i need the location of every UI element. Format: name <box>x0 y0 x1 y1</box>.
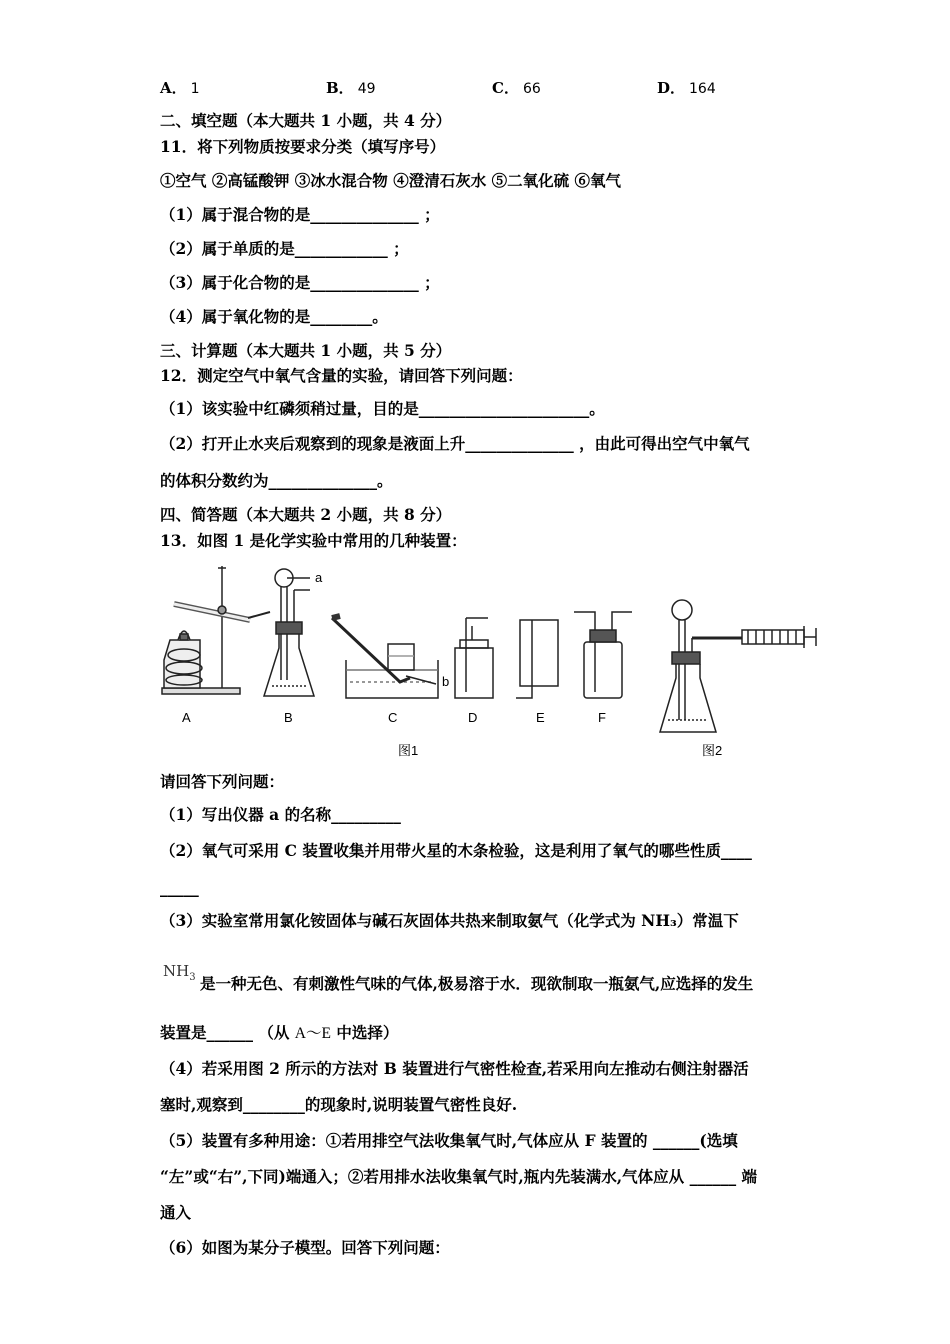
label-apparatus-d: D <box>468 710 478 725</box>
label-a-small: a <box>315 570 323 585</box>
q13-part-1: （1）写出仪器 a 的名称_________ <box>160 805 401 824</box>
option-d-value: 164 <box>689 81 716 97</box>
apparatus-figure <box>160 560 840 760</box>
section-2-title: 二、填空题（本大题共 1 小题，共 4 分） <box>160 111 452 130</box>
q13-part-3-range: A～E <box>294 1025 331 1042</box>
label-figure-2: 图2 <box>702 743 723 758</box>
option-d: D． 164 <box>657 79 716 97</box>
q13-part-3-line-3-post: 中选择） <box>330 1023 399 1042</box>
q13-ask: 请回答下列问题： <box>160 772 285 791</box>
option-b-value: 49 <box>357 81 376 97</box>
q11-items: ①空气 ②高锰酸钾 ③冰水混合物 ④澄清石灰水 ⑤二氧化硫 ⑥氧气 <box>160 171 621 190</box>
section-4-title: 四、简答题（本大题共 2 小题，共 8 分） <box>160 505 452 524</box>
label-figure-1: 图1 <box>398 743 419 758</box>
figure-2-apparatus <box>660 600 816 732</box>
q13-part-2-line-1: （2）氧气可采用 C 装置收集并用带火星的木条检验，这是利用了氧气的哪些性质____ <box>160 841 752 860</box>
nh3-text: NH <box>163 962 190 980</box>
nh3-formula <box>163 961 196 988</box>
q11-part-2: （2）属于单质的是____________ ； <box>160 239 409 258</box>
q12-part-1: （1）该实验中红磷须稍过量，目的是______________________。 <box>160 399 605 418</box>
apparatus-b <box>264 569 314 696</box>
option-a-value: 1 <box>190 81 200 97</box>
apparatus-drawing <box>160 560 840 760</box>
apparatus-e <box>516 620 558 698</box>
q13-part-5-line-3: 通入 <box>160 1203 192 1222</box>
option-b: B． 49 <box>326 79 376 97</box>
q11-part-4: （4）属于氧化物的是________。 <box>160 307 388 326</box>
apparatus-a <box>162 566 270 694</box>
option-c: C． 66 <box>492 79 541 97</box>
section-3-title: 三、计算题（本大题共 1 小题，共 5 分） <box>160 341 452 360</box>
option-a: A． 1 <box>160 79 200 97</box>
q13-part-2-line-2: _____ <box>160 878 199 897</box>
q11-stem: 11．将下列物质按要求分类（填写序号） <box>160 137 446 156</box>
q13-part-3-line-3 <box>160 1023 398 1044</box>
q13-part-5-line-2: “左”或“右”,下同)端通入；②若用排水法收集氧气时,瓶内先装满水,气体应从 ______ 端 <box>160 1167 757 1186</box>
q13-part-6: （6）如图为某分子模型。回答下列问题： <box>160 1238 450 1257</box>
q13-stem: 13．如图 1 是化学实验中常用的几种装置： <box>160 531 467 550</box>
q11-part-3: （3）属于化合物的是______________ ； <box>160 273 440 292</box>
label-apparatus-f: F <box>598 710 606 725</box>
label-apparatus-b: B <box>284 710 293 725</box>
q13-part-4-line-2: 塞时,观察到________的现象时,说明装置气密性良好. <box>160 1095 518 1114</box>
q13-part-3-line-3-pre: 装置是______ （从 <box>160 1023 295 1042</box>
label-apparatus-e: E <box>536 710 545 725</box>
q12-stem: 12．测定空气中氧气含量的实验，请回答下列问题： <box>160 366 523 385</box>
apparatus-c <box>332 616 438 698</box>
label-apparatus-c: C <box>388 710 398 725</box>
q11-part-1: （1）属于混合物的是______________ ； <box>160 205 440 224</box>
option-c-value: 66 <box>522 81 541 97</box>
label-apparatus-a: A <box>182 710 191 725</box>
q12-part-2-line-1: （2）打开止水夹后观察到的现象是液面上升______________ ，由此可得出空气中氧气 <box>160 434 750 453</box>
q12-part-2-line-2: 的体积分数约为______________。 <box>160 471 393 490</box>
label-b-small: b <box>442 674 450 689</box>
q13-part-4-line-1: （4）若采用图 2 所示的方法对 B 装置进行气密性检查,若采用向左推动右侧注射器活 <box>160 1059 749 1078</box>
nh3-subscript: 3 <box>189 972 196 984</box>
q13-part-5-line-1: （5）装置有多种用途：①若用排空气法收集氧气时,气体应从 F 装置的 ______(选填 <box>160 1131 738 1150</box>
apparatus-d <box>455 618 493 698</box>
apparatus-f <box>574 612 632 698</box>
q13-part-3-line-1: （3）实验室常用氯化铵固体与碱石灰固体共热来制取氨气（化学式为 NH₃）常温下 <box>160 911 739 930</box>
q13-part-3-line-2: 是一种无色、有刺激性气味的气体,极易溶于水．现欲制取一瓶氨气,应选择的发生 <box>200 974 754 993</box>
